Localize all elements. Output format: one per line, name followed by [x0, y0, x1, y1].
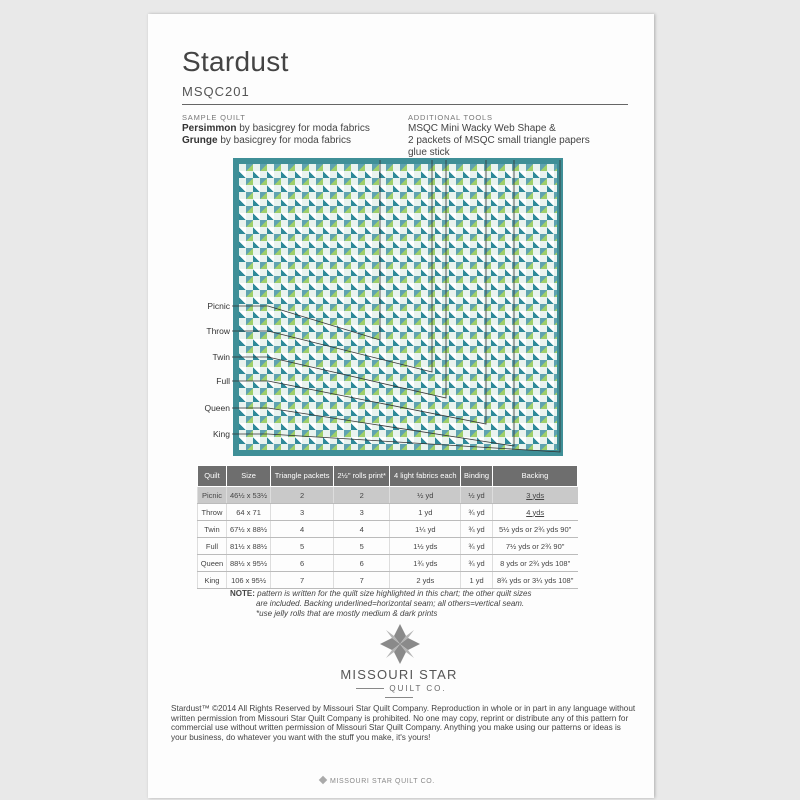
table-row — [198, 572, 578, 589]
table-cell: ½ yd — [461, 487, 493, 504]
column-header: Backing — [492, 466, 577, 487]
page-footer: MISSOURI STAR QUILT CO. — [320, 777, 435, 785]
table-cell: 6 — [271, 555, 334, 572]
table-cell: 1½ yds — [390, 538, 461, 555]
table-cell: 5 — [334, 538, 390, 555]
table-cell: 1 yd — [461, 572, 493, 589]
column-header: Binding — [461, 466, 493, 487]
table-cell: 5 — [271, 538, 334, 555]
pattern-code: MSQC201 — [182, 84, 250, 99]
column-header: Quilt — [198, 466, 227, 487]
table-cell: King — [198, 572, 227, 589]
table-row — [198, 487, 578, 504]
table-header-row — [198, 466, 578, 487]
table-row — [198, 555, 578, 572]
size-label-throw: Throw — [206, 326, 230, 336]
size-label-king: King — [212, 429, 230, 439]
star-mark-icon — [319, 776, 327, 784]
table-cell: 67½ x 88½ — [226, 521, 270, 538]
brand-name: MISSOURI STAR — [340, 667, 458, 682]
sample-quilt-label: SAMPLE QUILT — [182, 113, 246, 122]
column-header: 2½" rolls print* — [334, 466, 390, 487]
column-header: Size — [226, 466, 270, 487]
table-cell: 2 yds — [390, 572, 461, 589]
size-label-picnic: Picnic — [207, 301, 230, 311]
table-cell: 88½ x 95½ — [226, 555, 270, 572]
brand-subtitle: QUILT CO. — [333, 684, 465, 702]
table-cell: Twin — [198, 521, 227, 538]
full-outline — [232, 160, 486, 424]
table-cell: ½ yd — [390, 487, 461, 504]
table-cell: 3 yds — [492, 487, 577, 504]
queen-outline — [232, 160, 514, 446]
table-cell: 2 — [334, 487, 390, 504]
table-cell: 2 — [271, 487, 334, 504]
table-cell: ¾ yd — [461, 538, 493, 555]
king-outline — [232, 160, 560, 452]
table-note: NOTE: pattern is written for the quilt size highlighted in this chart; the other quilt sizes are included. Backing underlined=horizontal seam; all others=vertical seam. *use jelly rolls that are mostly medium & dark prints — [230, 589, 532, 618]
size-label-twin: Twin — [212, 352, 230, 362]
table-cell: Full — [198, 538, 227, 555]
additional-tools-label: ADDITIONAL TOOLS — [408, 113, 493, 122]
table-row — [198, 504, 578, 521]
table-cell: 4 — [271, 521, 334, 538]
materials-table — [197, 465, 578, 589]
table-cell: Picnic — [198, 487, 227, 504]
table-cell: 64 x 71 — [226, 504, 270, 521]
pattern-title: Stardust — [182, 46, 289, 77]
table-cell: 7 — [271, 572, 334, 589]
sample-quilt-line-1: Persimmon by basicgrey for moda fabrics — [182, 123, 370, 134]
tool-item: 2 packets of MSQC small triangle papers — [408, 135, 590, 146]
table-cell: 4 — [334, 521, 390, 538]
size-label-full: Full — [216, 376, 230, 386]
column-header: Triangle packets — [271, 466, 334, 487]
table-cell: ¾ yd — [461, 521, 493, 538]
copyright-text: Stardust™ ©2014 All Rights Reserved by Missouri Star Quilt Company. Reproduction in whole or in part in any language without written permission from Missouri Star Quilt Company is prohibited. No one may copy, reprint or distribute any of this pattern for commercial use without written permission of Missouri Star Quilt Company. Anything you make using our patterns or ideas is your business, do whatever you want with the stuff you make, it's yours! — [171, 704, 636, 742]
table-cell: Throw — [198, 504, 227, 521]
star-logo-icon — [378, 622, 422, 666]
table-cell: 4 yds — [492, 504, 577, 521]
table-cell: 1¼ yd — [390, 521, 461, 538]
table-cell: 7½ yds or 2¾ 90" — [492, 538, 577, 555]
table-cell: Queen — [198, 555, 227, 572]
tool-item: MSQC Mini Wacky Web Shape & — [408, 123, 556, 134]
table-cell: 6 — [334, 555, 390, 572]
twin-outline — [232, 160, 446, 398]
table-row — [198, 538, 578, 555]
column-header: 4 light fabrics each — [390, 466, 461, 487]
table-cell: 1¾ yds — [390, 555, 461, 572]
table-cell: 46½ x 53½ — [226, 487, 270, 504]
tool-item: glue stick — [408, 147, 450, 158]
table-cell: ¾ yd — [461, 555, 493, 572]
table-cell: 5½ yds or 2¾ yds 90" — [492, 521, 577, 538]
sample-quilt-line-2: Grunge by basicgrey for moda fabrics — [182, 135, 351, 146]
table-row — [198, 521, 578, 538]
table-cell: ¾ yd — [461, 504, 493, 521]
throw-outline — [232, 160, 432, 372]
picnic-outline — [232, 160, 380, 340]
table-cell: 1 yd — [390, 504, 461, 521]
table-cell: 81½ x 88½ — [226, 538, 270, 555]
table-cell: 106 x 95½ — [226, 572, 270, 589]
table-cell: 8¾ yds or 3¼ yds 108" — [492, 572, 577, 589]
table-cell: 8 yds or 2¾ yds 108" — [492, 555, 577, 572]
table-cell: 7 — [334, 572, 390, 589]
table-cell: 3 — [271, 504, 334, 521]
table-cell: 3 — [334, 504, 390, 521]
size-label-queen: Queen — [204, 403, 230, 413]
